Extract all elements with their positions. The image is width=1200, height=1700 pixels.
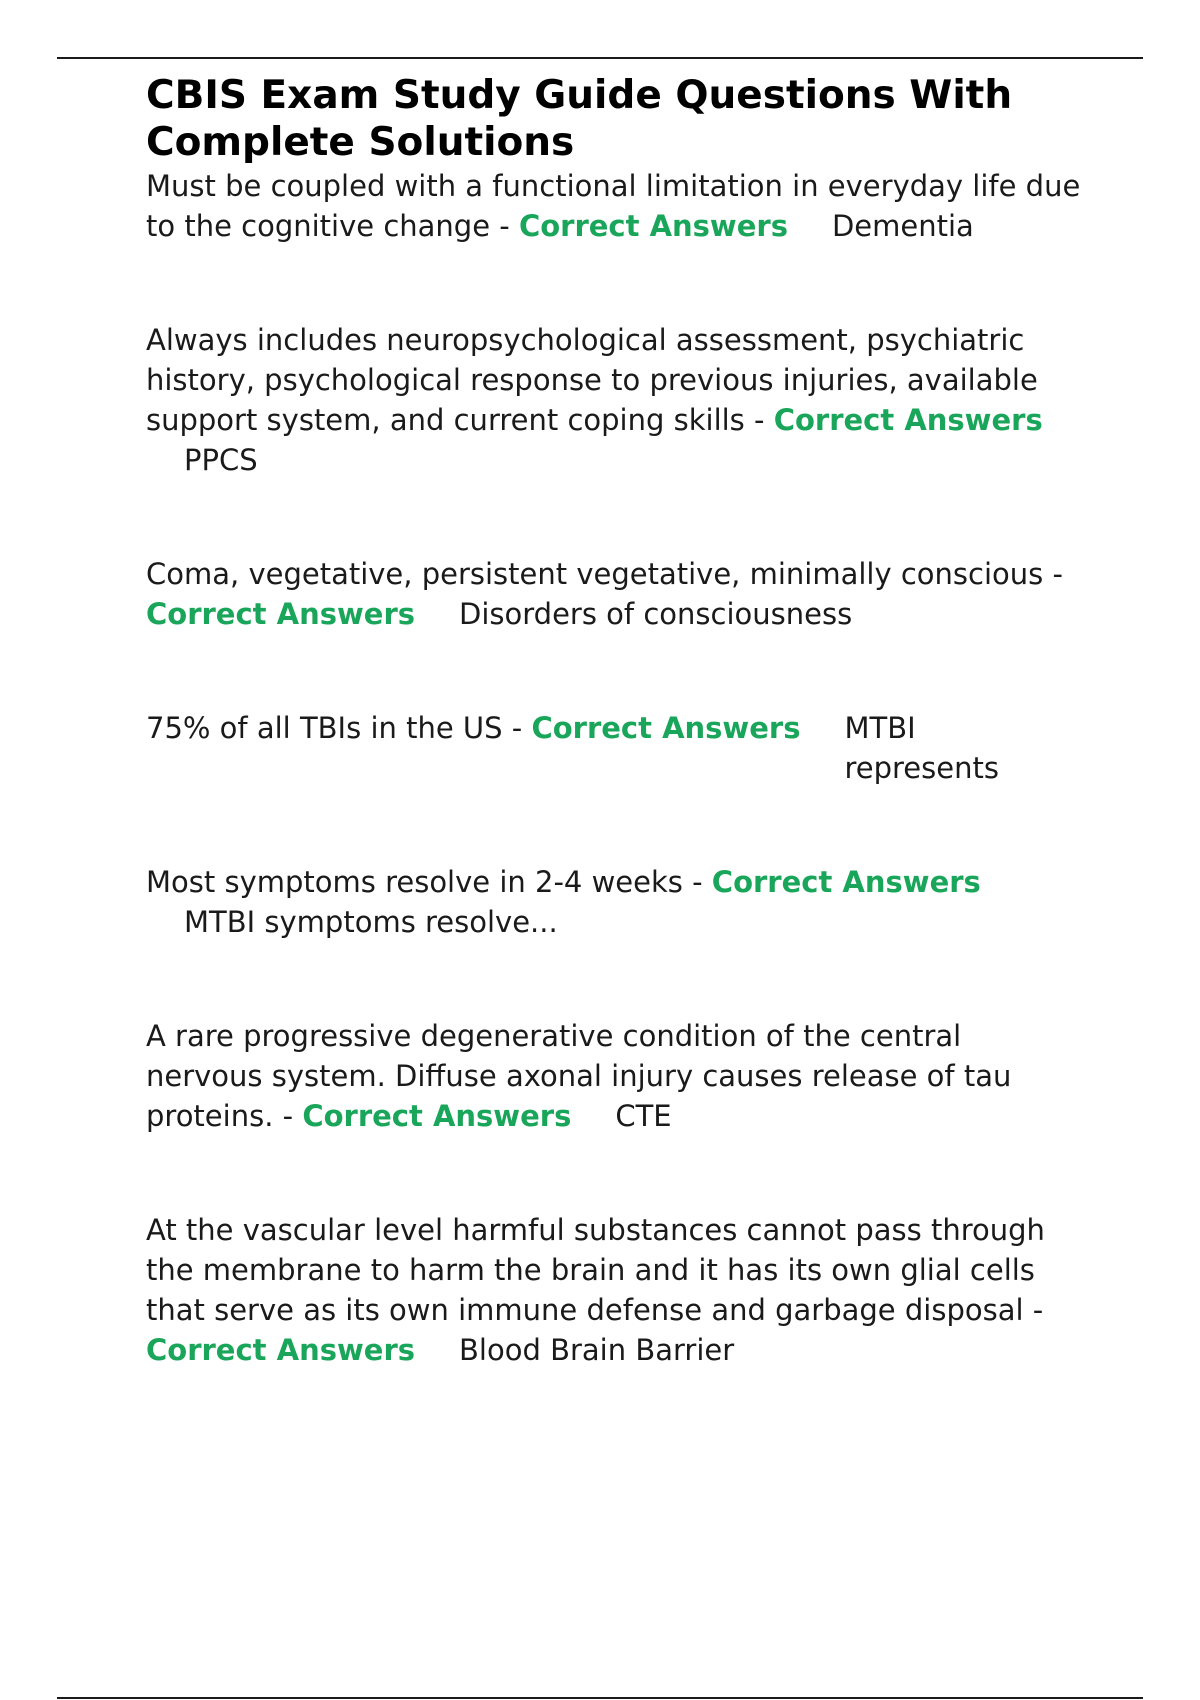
qa-item — [146, 862, 1086, 942]
document-body — [146, 72, 1086, 1370]
qa-item — [146, 1016, 1086, 1136]
answer-text: PPCS — [184, 443, 258, 477]
correct-answers-label: Correct Answers — [773, 403, 1043, 437]
answer-text: Dementia — [831, 209, 974, 243]
correct-answers-label: Correct Answers — [146, 597, 416, 631]
question-text: Coma, vegetative, persistent vegetative, minimally conscious - — [146, 557, 1063, 591]
question-text: Always includes neuropsychological assessment, psychiatric history, psychological response to previous injuries, available support system, and current coping skills - — [146, 323, 1038, 437]
correct-answers-label: Correct Answers — [531, 711, 801, 745]
answer-text: MTBI represents — [844, 711, 999, 785]
top-rule — [57, 57, 1143, 59]
document-title: CBIS Exam Study Guide Questions With Complete Solutions — [146, 73, 1013, 165]
bottom-rule — [57, 1697, 1143, 1699]
correct-answers-label: Correct Answers — [302, 1099, 572, 1133]
answer-text: Blood Brain Barrier — [459, 1333, 735, 1367]
qa-item — [146, 554, 1086, 634]
question-text: Must be coupled with a functional limitation in everyday life due to the cognitive change - — [146, 169, 1081, 243]
qa-item — [146, 166, 1086, 246]
correct-answers-label: Correct Answers — [146, 1333, 416, 1367]
qa-item — [146, 1210, 1086, 1370]
qa-item — [146, 708, 1086, 788]
answer-text: CTE — [615, 1099, 672, 1133]
question-text: Most symptoms resolve in 2-4 weeks - — [146, 865, 703, 899]
correct-answers-label: Correct Answers — [518, 209, 788, 243]
qa-item — [146, 320, 1086, 480]
question-text: At the vascular level harmful substances cannot pass through the membrane to harm the brain and it has its own glial cells that serve as its own immune defense and garbage disposal - — [146, 1213, 1045, 1327]
answer-text: Disorders of consciousness — [459, 597, 853, 631]
question-text: A rare progressive degenerative condition of the central nervous system. Diffuse axonal injury causes release of tau proteins. - — [146, 1019, 1012, 1133]
answer-text: MTBI symptoms resolve... — [184, 905, 558, 939]
question-text: 75% of all TBIs in the US - — [146, 711, 523, 745]
correct-answers-label: Correct Answers — [711, 865, 981, 899]
